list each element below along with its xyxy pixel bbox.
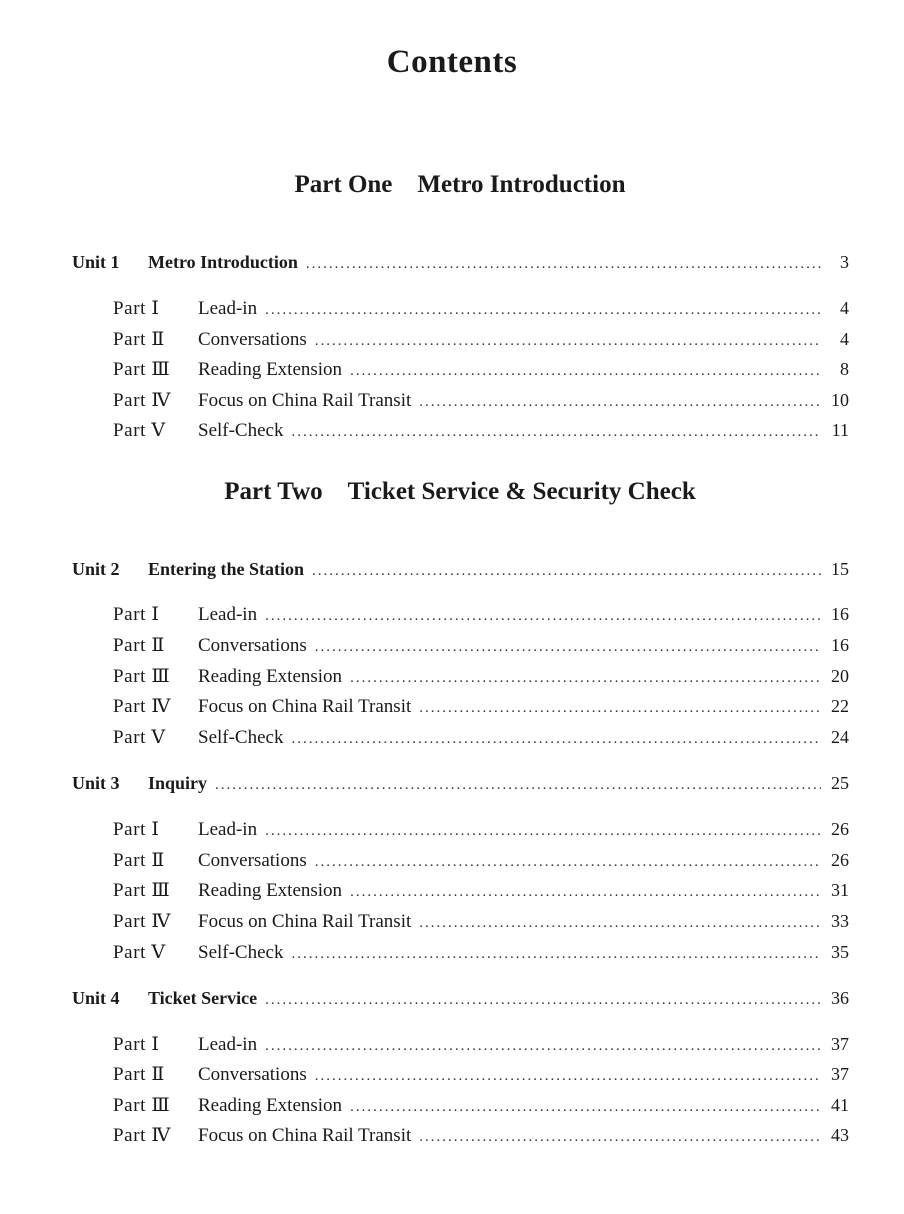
sub-part-label: Part Ⅱ: [113, 635, 165, 656]
toc-sub-row[interactable]: [113, 633, 849, 657]
page-number: 20: [831, 666, 849, 686]
sub-part-label: Part Ⅲ: [113, 359, 171, 380]
toc-sub-row[interactable]: [113, 725, 849, 749]
dot-leader: [419, 696, 821, 720]
unit-number: Unit 3: [72, 773, 120, 793]
page-number: 3: [840, 252, 849, 272]
page-number: 16: [831, 604, 849, 624]
page-number: 8: [840, 359, 849, 379]
sub-part-label: Part Ⅴ: [113, 420, 166, 441]
sub-part-label: Part Ⅱ: [113, 329, 165, 350]
dot-leader: [215, 773, 821, 797]
toc-sub-row[interactable]: [113, 327, 849, 351]
dot-leader: [291, 420, 821, 444]
sub-title: Conversations: [198, 635, 307, 656]
dot-leader: [291, 942, 821, 966]
page-number: 36: [831, 988, 849, 1008]
dot-leader: [350, 1095, 821, 1119]
toc-sub-row[interactable]: [113, 664, 849, 688]
sub-title: Reading Extension: [198, 880, 343, 901]
page-number: 16: [831, 635, 849, 655]
toc-unit-row[interactable]: [72, 771, 849, 795]
sub-title: Focus on China Rail Transit: [198, 1125, 412, 1146]
toc-sub-row[interactable]: [113, 1062, 849, 1086]
dot-leader: [350, 666, 821, 690]
toc-unit-row[interactable]: [72, 557, 849, 581]
dot-leader: [315, 1064, 821, 1088]
toc-sub-row[interactable]: [113, 848, 849, 872]
sub-title: Reading Extension: [198, 359, 343, 380]
toc-sub-row[interactable]: [113, 817, 849, 841]
sub-title: Conversations: [198, 1064, 307, 1085]
unit-number: Unit 4: [72, 988, 120, 1008]
dot-leader: [265, 1034, 821, 1058]
toc-sub-row[interactable]: [113, 1032, 849, 1056]
sub-title: Focus on China Rail Transit: [198, 390, 412, 411]
part-heading: Part One Metro Introduction: [294, 171, 626, 198]
dot-leader: [350, 880, 821, 904]
sub-part-label: Part Ⅳ: [113, 696, 171, 717]
unit-title: Inquiry: [148, 773, 208, 793]
page-title: Contents: [386, 44, 518, 80]
dot-leader: [312, 559, 821, 583]
dot-leader: [315, 635, 821, 659]
unit-title: Entering the Station: [148, 559, 305, 579]
sub-title: Self-Check: [198, 942, 284, 963]
dot-leader: [315, 850, 821, 874]
sub-part-label: Part Ⅲ: [113, 1095, 171, 1116]
sub-title: Self-Check: [198, 420, 284, 441]
dot-leader: [265, 604, 821, 628]
sub-title: Conversations: [198, 850, 307, 871]
page-number: 4: [840, 329, 849, 349]
toc-unit-row[interactable]: [72, 250, 849, 274]
sub-part-label: Part Ⅳ: [113, 390, 171, 411]
page-number: 43: [831, 1125, 849, 1145]
sub-title: Conversations: [198, 329, 307, 350]
sub-title: Lead-in: [198, 604, 258, 625]
sub-title: Reading Extension: [198, 666, 343, 687]
dot-leader: [265, 298, 821, 322]
part-heading: Part Two Ticket Service & Security Check: [224, 478, 696, 505]
toc-sub-row[interactable]: [113, 418, 849, 442]
sub-title: Focus on China Rail Transit: [198, 911, 412, 932]
dot-leader: [291, 727, 821, 751]
sub-title: Self-Check: [198, 727, 284, 748]
sub-part-label: Part Ⅲ: [113, 880, 171, 901]
sub-part-label: Part Ⅳ: [113, 1125, 171, 1146]
toc-unit-row[interactable]: [72, 986, 849, 1010]
sub-title: Lead-in: [198, 1034, 258, 1055]
unit-number: Unit 2: [72, 559, 120, 579]
sub-part-label: Part Ⅰ: [113, 819, 160, 840]
dot-leader: [306, 252, 821, 276]
page-number: 41: [831, 1095, 849, 1115]
unit-title: Metro Introduction: [148, 252, 298, 272]
toc-sub-row[interactable]: [113, 1123, 849, 1147]
unit-title: Ticket Service: [148, 988, 258, 1008]
toc-sub-row[interactable]: [113, 388, 849, 412]
page-number: 26: [831, 819, 849, 839]
dot-leader: [350, 359, 821, 383]
dot-leader: [419, 911, 821, 935]
sub-part-label: Part Ⅴ: [113, 942, 166, 963]
page-number: 11: [831, 420, 849, 440]
page-number: 10: [831, 390, 849, 410]
sub-part-label: Part Ⅰ: [113, 604, 160, 625]
page-number: 24: [831, 727, 849, 747]
page-number: 33: [831, 911, 849, 931]
page-number: 37: [831, 1034, 849, 1054]
page-number: 15: [831, 559, 849, 579]
page-number: 4: [840, 298, 849, 318]
sub-title: Focus on China Rail Transit: [198, 696, 412, 717]
toc-sub-row[interactable]: [113, 357, 849, 381]
toc-sub-row[interactable]: [113, 909, 849, 933]
dot-leader: [419, 390, 821, 414]
page-number: 25: [831, 773, 849, 793]
toc-sub-row[interactable]: [113, 296, 849, 320]
sub-part-label: Part Ⅳ: [113, 911, 171, 932]
sub-part-label: Part Ⅲ: [113, 666, 171, 687]
sub-part-label: Part Ⅱ: [113, 1064, 165, 1085]
sub-part-label: Part Ⅴ: [113, 727, 166, 748]
page-number: 37: [831, 1064, 849, 1084]
dot-leader: [419, 1125, 821, 1149]
toc-sub-row[interactable]: [113, 940, 849, 964]
unit-number: Unit 1: [72, 252, 120, 272]
page-number: 22: [831, 696, 849, 716]
page-number: 35: [831, 942, 849, 962]
page-number: 31: [831, 880, 849, 900]
toc-sub-row[interactable]: [113, 694, 849, 718]
toc-sub-row[interactable]: [113, 1093, 849, 1117]
sub-part-label: Part Ⅰ: [113, 1034, 160, 1055]
dot-leader: [315, 329, 821, 353]
sub-part-label: Part Ⅱ: [113, 850, 165, 871]
dot-leader: [265, 988, 821, 1012]
toc-sub-row[interactable]: [113, 602, 849, 626]
toc-sub-row[interactable]: [113, 878, 849, 902]
dot-leader: [265, 819, 821, 843]
sub-title: Lead-in: [198, 819, 258, 840]
sub-title: Reading Extension: [198, 1095, 343, 1116]
sub-title: Lead-in: [198, 298, 258, 319]
page-number: 26: [831, 850, 849, 870]
sub-part-label: Part Ⅰ: [113, 298, 160, 319]
